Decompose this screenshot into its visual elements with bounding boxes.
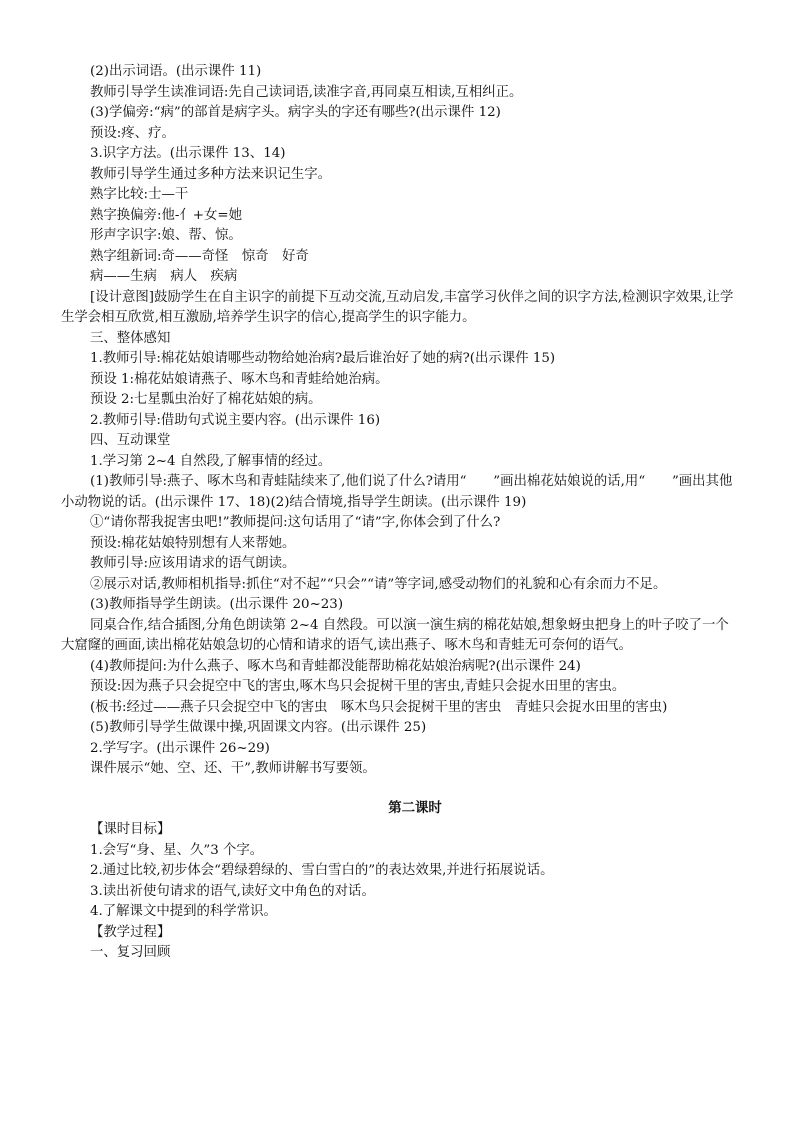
section-heading: 三、整体感知 bbox=[90, 330, 171, 346]
text-paragraph: ②展示对话,教师相机指导:抓住“对不起”“只会”“请”等字词,感受动物们的礼貌和心有余而力不足。 bbox=[90, 576, 667, 592]
document-page bbox=[61, 62, 740, 964]
text-line: 【课时目标】 bbox=[90, 822, 171, 837]
text-line: 预设:疼、疗。 bbox=[90, 125, 175, 141]
text-line: 形声字识字:娘、帮、惊。 bbox=[90, 228, 242, 243]
blackboard-note: (板书:经过——燕子只会捉空中飞的害虫 啄木鸟只会捉树干里的害虫 青蛙只会捉水田里的害虫) bbox=[90, 699, 668, 715]
text-paragraph: (1)教师引导:燕子、啄木鸟和青蛙陆续来了,他们说了什么?请用“ ”画出棉花姑娘说的话,用“ ”画出其他小动物说的话。(出示课件 17、18)(2)结合情境,指导学生朗读。(出示课件 19) bbox=[61, 474, 733, 510]
text-line: 1.教师引导:棉花姑娘请哪些动物给她治病?最后谁治好了她的病?(出示课件 15) bbox=[90, 351, 556, 366]
text-line: (2)出示词语。(出示课件 11) bbox=[90, 64, 262, 79]
text-line: 2.通过比较,初步体会“碧绿碧绿的、雪白雪白的”的表达效果,并进行拓展说话。 bbox=[90, 863, 554, 878]
text-line: (3)教师指导学生朗读。(出示课件 20~23) bbox=[90, 597, 344, 612]
text-line: 预设:棉花姑娘特别想有人来帮她。 bbox=[90, 535, 296, 551]
text-line: 4.了解课文中提到的科学常识。 bbox=[90, 904, 277, 919]
text-line: 熟字比较:士—干 bbox=[90, 187, 189, 202]
text-line: 病——生病 病人 疾病 bbox=[90, 269, 238, 284]
text-line: 【教学过程】 bbox=[90, 924, 171, 940]
text-line: 1.学习第 2~4 自然段,了解事情的经过。 bbox=[90, 453, 332, 469]
text-line: 预设 1:棉花姑娘请燕子、啄木鸟和青蛙给她治病。 bbox=[90, 371, 389, 387]
text-line: 2.学写字。(出示课件 26~29) bbox=[90, 740, 270, 756]
text-line: 熟字换偏旁:他-亻+女=她 bbox=[90, 207, 242, 223]
text-line: (5)教师引导学生做课中操,巩固课文内容。(出示课件 25) bbox=[90, 720, 427, 735]
text-line: 教师引导学生通过多种方法来识记生字。 bbox=[90, 166, 332, 182]
text-line: 教师引导学生读准词语:先自己读词语,读准字音,再同桌互相读,互相纠正。 bbox=[90, 84, 523, 100]
text-line: ①“请你帮我捉害虫吧!”教师提问:这句话用了“请”字,你体会到了什么? bbox=[90, 515, 501, 530]
section-heading: 四、互动课堂 bbox=[90, 433, 171, 448]
text-line: 1.会写“身、星、久”3 个字。 bbox=[90, 842, 264, 858]
text-line: 2.教师引导:借助句式说主要内容。(出示课件 16) bbox=[90, 412, 381, 428]
text-paragraph: 同桌合作,结合插图,分角色朗读第 2~4 自然段。可以演一演生病的棉花姑娘,想象蚜虫把身上的叶子咬了一个大窟窿的画面,读出棉花姑娘急切的心情和请求的语气,读出燕子、啄木鸟和青蛙无可奈何的语气。 bbox=[61, 617, 729, 653]
text-line: 熟字组新词:奇——奇怪 惊奇 好奇 bbox=[90, 248, 309, 264]
text-line: 3.读出祈使句请求的语气,读好文中角色的对话。 bbox=[90, 883, 375, 899]
text-line: (4)教师提问:为什么燕子、啄木鸟和青蛙都没能帮助棉花姑娘治病呢?(出示课件 24) bbox=[90, 658, 581, 674]
section-title: 第二课时 bbox=[388, 799, 442, 816]
text-line: 3.识字方法。(出示课件 13、14) bbox=[90, 146, 286, 161]
text-line: 一、复习回顾 bbox=[90, 945, 171, 960]
text-line: 预设:因为燕子只会捉空中飞的害虫,啄木鸟只会捉树干里的害虫,青蛙只会捉水田里的害虫。 bbox=[90, 679, 626, 694]
text-line: (3)学偏旁:“病”的部首是病字头。病字头的字还有哪些?(出示课件 12) bbox=[90, 105, 501, 120]
text-line: 预设 2:七星瓢虫治好了棉花姑娘的病。 bbox=[90, 392, 322, 407]
text-line: 课件展示“她、空、还、干”,教师讲解书写要领。 bbox=[90, 761, 376, 776]
design-intent-paragraph: [设计意图]鼓励学生在自主识字的前提下互动交流,互动启发,丰富学习伙伴之间的识字方法,检测识字效果,让学生学会相互欣赏,相互激励,培养学生识字的信心,提高学生的识字能力。 bbox=[61, 289, 734, 325]
text-line: 教师引导:应该用请求的语气朗读。 bbox=[90, 556, 296, 571]
